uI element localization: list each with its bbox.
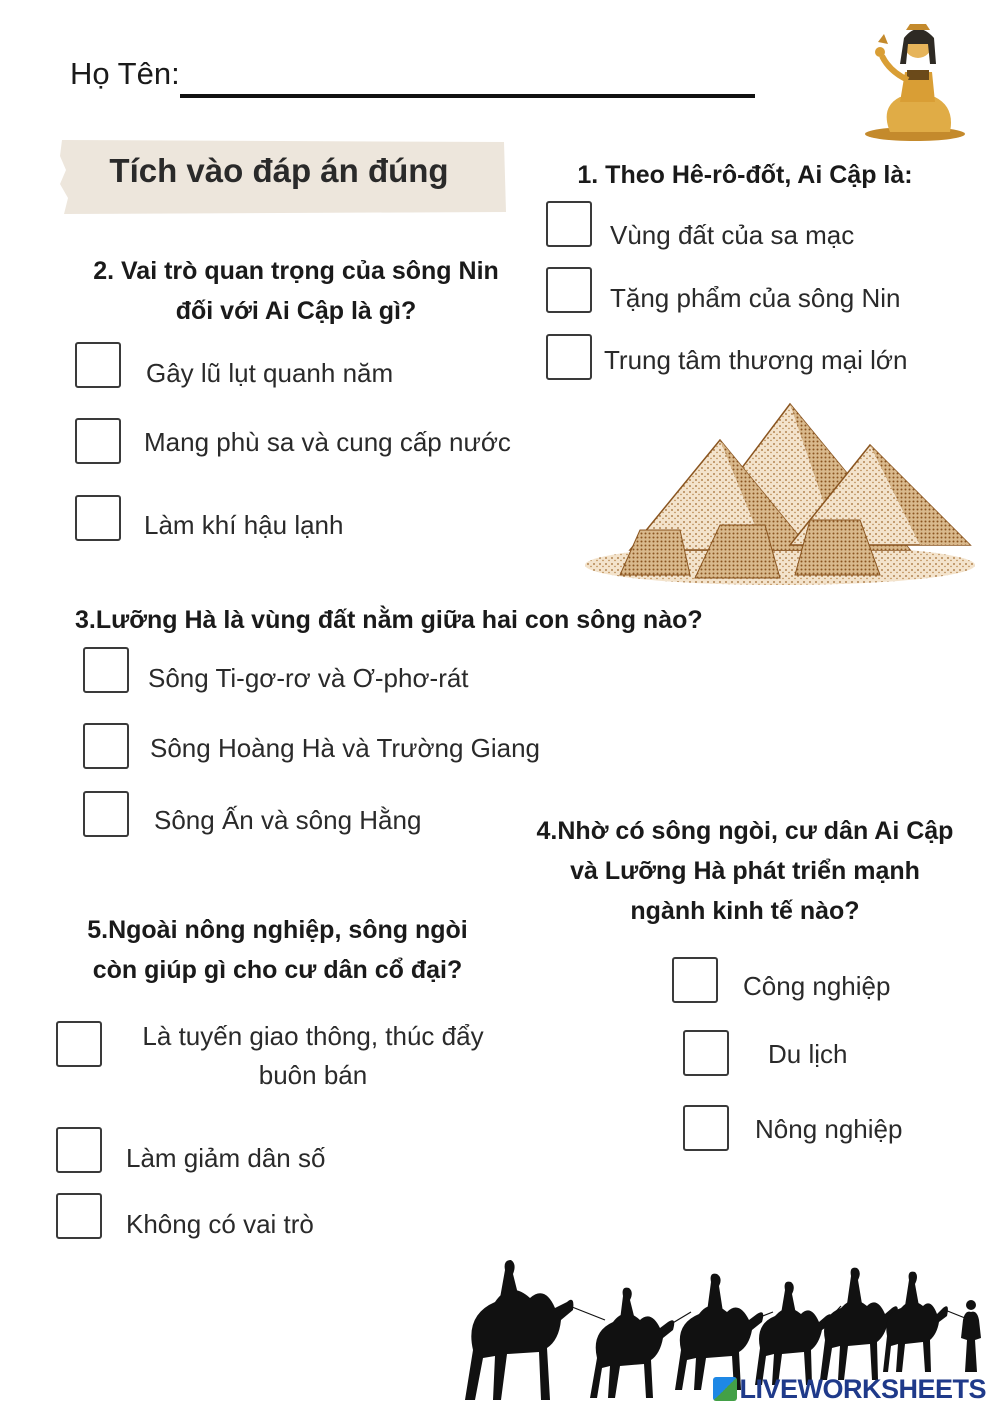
- q2-option-2-label: Mang phù sa và cung cấp nước: [144, 427, 511, 457]
- q3-option-2-checkbox[interactable]: [83, 723, 129, 769]
- brand-text: LIVEWORKSHEETS: [739, 1374, 986, 1404]
- question-4-title-line-3: ngành kinh tế nào?: [630, 897, 860, 925]
- q2-option-3-checkbox[interactable]: [75, 495, 121, 541]
- question-5-title: [50, 910, 505, 990]
- q1-option-1-label: Vùng đất của sa mạc: [610, 220, 855, 250]
- q1-option-2-checkbox[interactable]: [546, 267, 592, 313]
- q4-option-1-checkbox[interactable]: [672, 957, 718, 1003]
- q5-option-3-checkbox[interactable]: [56, 1193, 102, 1239]
- q5-option-1-label: [118, 1017, 508, 1095]
- liveworksheets-brand: [713, 1374, 986, 1405]
- q4-option-3-checkbox[interactable]: [683, 1105, 729, 1151]
- name-label: Họ Tên:: [70, 56, 180, 91]
- q1-option-2-label: Tặng phẩm của sông Nin: [610, 283, 901, 313]
- q3-option-1-checkbox[interactable]: [83, 647, 129, 693]
- question-2-title: [60, 251, 532, 331]
- name-input-line[interactable]: [180, 94, 755, 98]
- q5-option-2-checkbox[interactable]: [56, 1127, 102, 1173]
- q1-option-1-checkbox[interactable]: [546, 201, 592, 247]
- question-3-title: 3.Lưỡng Hà là vùng đất nằm giữa hai con sông nào?: [75, 606, 703, 634]
- question-4-title-line-2: và Lưỡng Hà phát triển mạnh: [570, 857, 920, 885]
- question-5-title-line-2: còn giúp gì cho cư dân cổ đại?: [92, 956, 463, 984]
- q3-option-2-label: Sông Hoàng Hà và Trường Giang: [150, 733, 541, 763]
- q1-option-3-checkbox[interactable]: [546, 334, 592, 380]
- q2-option-1-checkbox[interactable]: [75, 342, 121, 388]
- q3-option-1-label: Sông Ti-gơ-rơ và Ơ-phơ-rát: [148, 663, 469, 693]
- q1-option-3-label: Trung tâm thương mại lớn: [604, 345, 908, 375]
- q2-option-1-label: Gây lũ lụt quanh năm: [146, 358, 394, 388]
- liveworksheets-logo-icon: [713, 1377, 737, 1401]
- q5-option-2-label: Làm giảm dân số: [126, 1143, 326, 1173]
- q4-option-2-checkbox[interactable]: [683, 1030, 729, 1076]
- egyptian-figure-icon: [860, 12, 970, 142]
- q3-option-3-checkbox[interactable]: [83, 791, 129, 837]
- question-4-title: [505, 811, 985, 931]
- question-2-title-line-2: đối với Ai Cập là gì?: [175, 297, 417, 325]
- q5-option-1-checkbox[interactable]: [56, 1021, 102, 1067]
- q5-option-1-label-line-1: Là tuyến giao thông, thúc đẩy: [142, 1021, 484, 1051]
- q4-option-1-label: Công nghiệp: [743, 971, 891, 1001]
- instruction-text: Tích vào đáp án đúng: [109, 152, 449, 189]
- question-5-title-line-1: 5.Ngoài nông nghiệp, sông ngòi: [87, 916, 468, 944]
- q5-option-1-label-line-2: buôn bán: [258, 1060, 368, 1090]
- q4-option-2-label: Du lịch: [768, 1039, 848, 1069]
- question-2-title-line-1: 2. Vai trò quan trọng của sông Nin: [93, 257, 499, 285]
- question-1-title: 1. Theo Hê-rô-đốt, Ai Cập là:: [577, 161, 913, 189]
- q3-option-3-label: Sông Ấn và sông Hằng: [154, 805, 422, 835]
- pyramids-icon: [580, 400, 980, 590]
- q2-option-3-label: Làm khí hậu lạnh: [144, 510, 344, 540]
- q2-option-2-checkbox[interactable]: [75, 418, 121, 464]
- q5-option-3-label: Không có vai trò: [126, 1209, 314, 1239]
- q4-option-3-label: Nông nghiệp: [755, 1114, 903, 1144]
- question-4-title-line-1: 4.Nhờ có sông ngòi, cư dân Ai Cập: [536, 817, 954, 845]
